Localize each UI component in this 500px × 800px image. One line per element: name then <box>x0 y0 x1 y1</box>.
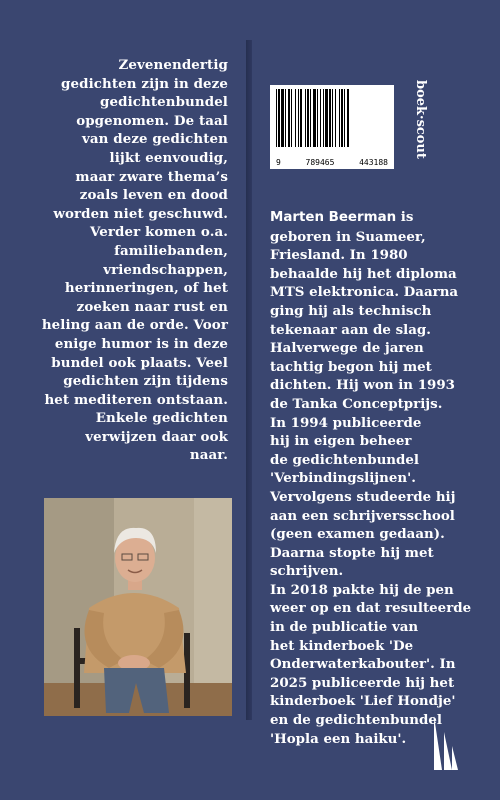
bio-line: de Tanka Conceptprijs. <box>270 395 443 412</box>
blurb-line: zoeken naar rust en <box>76 298 228 315</box>
bio-line: in de publicatie van <box>270 619 419 636</box>
isbn-barcode <box>270 85 394 169</box>
bio-line: en de gedichtenbundel <box>270 712 442 729</box>
bio-line: weer op en dat resulteerde <box>270 600 472 617</box>
blurb-line: naar. <box>189 447 228 464</box>
blurb-line: zoals leven en dood <box>79 187 228 204</box>
bio-line: kinderboek 'Lief Hondje' <box>270 693 456 710</box>
blurb-line: opgenomen. De taal <box>76 112 228 129</box>
isbn-digit-prefix: 9 <box>276 158 281 167</box>
bio-line: tachtig begon hij met <box>270 358 432 375</box>
bio-line: In 1994 publiceerde <box>270 414 422 431</box>
publisher-mark-icon <box>430 712 460 770</box>
blurb-line: herinneringen, of het <box>64 280 228 297</box>
publisher-name: boek·scout <box>413 80 428 159</box>
bio-line: Onderwaterkabouter'. In <box>270 656 456 673</box>
bio-first-line <box>270 208 485 228</box>
blurb-line: vriendschappen, <box>103 261 228 278</box>
blurb-line: gedichten zijn tijdens <box>63 373 228 390</box>
blurb-line: gedichtenbundel <box>100 94 228 111</box>
author-bio <box>270 208 485 748</box>
bio-line: ging hij als technisch <box>270 302 432 319</box>
bio-line: In 2018 pakte hij de pen <box>270 581 454 598</box>
author-name: Marten Beerman <box>270 210 397 225</box>
bio-line: geboren in Suameer, <box>270 228 426 245</box>
bio-line: de gedichtenbundel <box>270 451 420 468</box>
blurb-line: Enkele gedichten <box>95 410 228 427</box>
publisher-logo <box>414 80 428 170</box>
blurb-line: worden niet geschuwd. <box>53 205 228 222</box>
bio-line: Halverwege de jaren <box>270 340 424 357</box>
blurb-line: maar zware thema’s <box>75 168 228 185</box>
bio-lines <box>270 228 485 749</box>
blurb-line: enige humor is in deze <box>54 335 228 352</box>
blurb-line: heling aan de orde. Voor <box>41 317 228 334</box>
blurb-line: verwijzen daar ook <box>85 428 228 445</box>
bio-line: behaalde hij het diploma <box>270 265 457 282</box>
bio-line: hij in eigen beheer <box>270 433 412 450</box>
blurb-line: bundel ook plaats. Veel <box>51 354 228 371</box>
bio-line: 2025 publiceerde hij het <box>270 674 455 691</box>
bio-line: het kinderboek 'De <box>270 637 414 654</box>
spine-shadow <box>246 40 252 720</box>
bio-line: MTS elektronica. Daarna <box>270 284 459 301</box>
isbn-number <box>272 158 392 167</box>
bio-first-line-rest: is <box>396 209 414 225</box>
bio-line: 'Verbindingslijnen'. <box>270 470 416 487</box>
bio-line: aan een schrijversschool <box>270 507 455 524</box>
bio-line: dichten. Hij won in 1993 <box>270 377 455 394</box>
bio-line: Friesland. In 1980 <box>270 247 408 264</box>
blurb-line: Verder komen o.a. <box>89 224 228 241</box>
bio-line: Vervolgens studeerde hij <box>270 488 456 505</box>
bio-line: Daarna stopte hij met <box>270 544 434 561</box>
bio-line: (geen examen gedaan). <box>270 526 445 543</box>
bio-line: schrijven. <box>270 563 344 580</box>
bio-line: 'Hopla een haiku'. <box>270 730 407 747</box>
isbn-digits-right: 443188 <box>359 158 388 167</box>
isbn-digits-left: 789465 <box>305 158 335 167</box>
blurb-line: familiebanden, <box>114 242 228 259</box>
author-photo <box>44 498 232 716</box>
blurb-line: het mediteren ontstaan. <box>44 391 228 408</box>
blurb-line: lijkt eenvoudig, <box>109 149 228 166</box>
blurb-line: Zevenendertig <box>118 57 228 73</box>
blurb-line: van deze gedichten <box>82 131 228 148</box>
back-cover-blurb <box>28 56 228 465</box>
blurb-line: gedichten zijn in deze <box>61 75 228 92</box>
bio-line: tekenaar aan de slag. <box>270 321 431 338</box>
